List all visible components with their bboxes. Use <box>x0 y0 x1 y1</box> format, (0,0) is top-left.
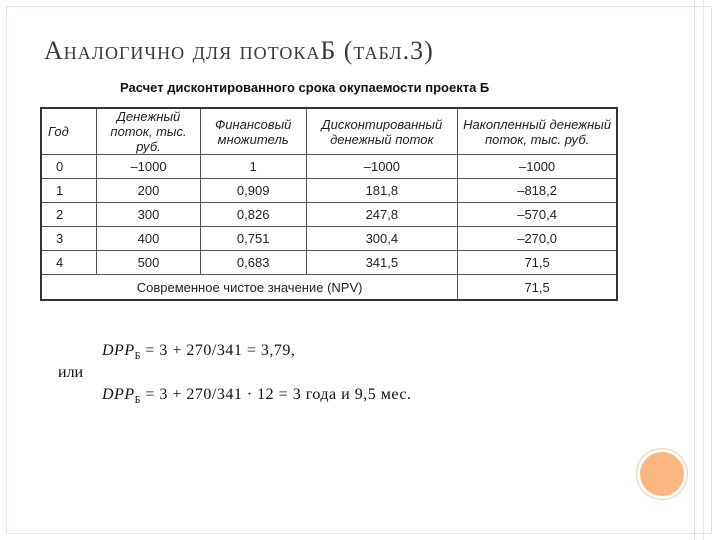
cell-factor: 0,909 <box>200 179 306 203</box>
cell-cash-flow: 300 <box>97 203 201 227</box>
slide-title: Аналогично для потокаБ (табл.3) <box>44 36 434 65</box>
cell-year: 0 <box>41 155 97 179</box>
cell-cumulative: –570,4 <box>458 203 617 227</box>
frame-decor-line <box>703 0 704 540</box>
cell-cash-flow: 200 <box>97 179 201 203</box>
formula-dpp-months <box>102 386 411 406</box>
cell-cumulative: –270,0 <box>458 227 617 251</box>
table-row <box>41 155 617 179</box>
cell-year: 2 <box>41 203 97 227</box>
npv-value: 71,5 <box>458 275 617 301</box>
cell-discounted: 300,4 <box>306 227 458 251</box>
cell-discounted: –1000 <box>306 155 458 179</box>
cell-cumulative: 71,5 <box>458 251 617 275</box>
header-cumulative-flow: Накопленный денежный поток, тыс. руб. <box>458 108 617 155</box>
table-header-row <box>41 108 617 155</box>
formula-variable: DPP <box>102 386 135 403</box>
formula-subscript: Б <box>134 395 141 407</box>
npv-row <box>41 275 617 301</box>
cell-cash-flow: –1000 <box>97 155 201 179</box>
cell-year: 3 <box>41 227 97 251</box>
cell-cash-flow: 500 <box>97 251 201 275</box>
table-row <box>41 203 617 227</box>
decorative-circle <box>640 452 684 496</box>
cell-discounted: 181,8 <box>306 179 458 203</box>
npv-label: Современное чистое значение (NPV) <box>41 275 458 301</box>
cell-discounted: 247,8 <box>306 203 458 227</box>
cell-cumulative: –1000 <box>458 155 617 179</box>
table-row <box>41 227 617 251</box>
cell-year: 4 <box>41 251 97 275</box>
table-row <box>41 251 617 275</box>
formula-expression: = 3 + 270/341 = 3,79, <box>140 342 296 359</box>
formula-expression: = 3 + 270/341 · 12 = 3 года и 9,5 мес. <box>140 386 412 403</box>
formula-variable: DPP <box>102 342 135 359</box>
header-cash-flow: Денежный поток, тыс. руб. <box>97 108 201 155</box>
cell-cumulative: –818,2 <box>458 179 617 203</box>
header-discounted-flow: Дисконтированный денежный поток <box>306 108 458 155</box>
cell-factor: 1 <box>200 155 306 179</box>
formula-subscript: Б <box>134 351 141 363</box>
cell-cash-flow: 400 <box>97 227 201 251</box>
cell-factor: 0,751 <box>200 227 306 251</box>
frame-decor-line <box>694 0 695 540</box>
payback-table <box>40 107 618 301</box>
header-discount-factor: Финансовый множитель <box>200 108 306 155</box>
cell-factor: 0,683 <box>200 251 306 275</box>
table-caption: Расчет дисконтированного срока окупаемости проекта Б <box>120 80 490 95</box>
table-row <box>41 179 617 203</box>
cell-factor: 0,826 <box>200 203 306 227</box>
cell-year: 1 <box>41 179 97 203</box>
cell-discounted: 341,5 <box>306 251 458 275</box>
header-year: Год <box>41 108 97 155</box>
or-connector: или <box>58 364 84 381</box>
formula-dpp-years <box>102 342 295 362</box>
